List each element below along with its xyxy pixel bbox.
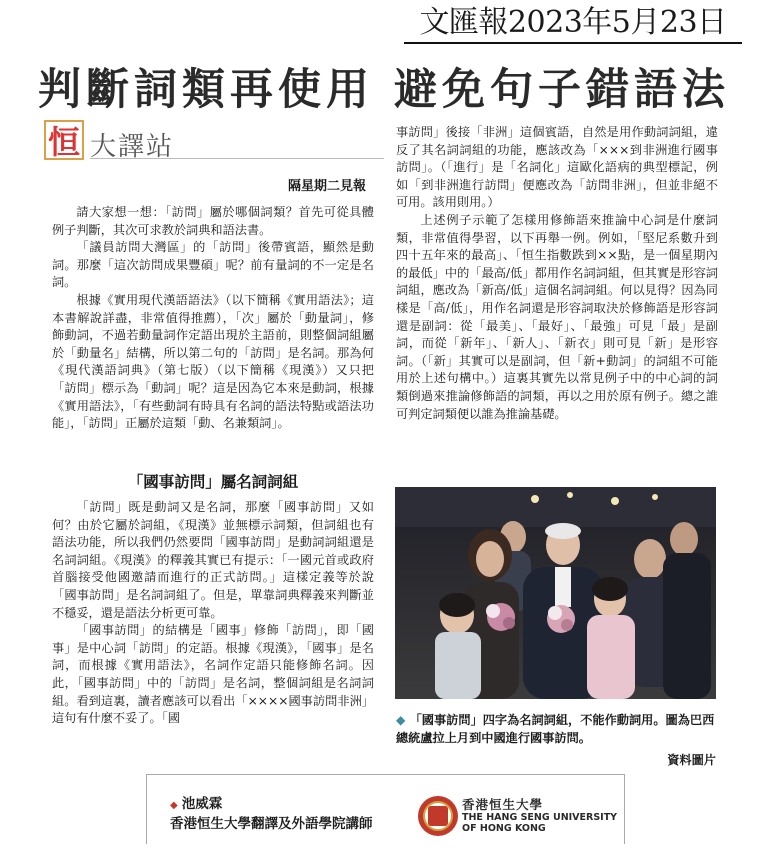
university-name-en-1: THE HANG SENG UNIVERSITY: [462, 812, 618, 823]
university-name-en-2: OF HONG KONG: [462, 823, 546, 834]
column-name: 大譯站: [90, 132, 175, 162]
author-block: [170, 795, 373, 833]
author-title: 香港恒生大學翻譯及外語學院講師: [170, 816, 373, 832]
photo-caption: [396, 711, 718, 747]
article-headline: 判斷詞類再使用 避免句子錯語法: [38, 65, 730, 115]
author-bullet-icon: ◆: [170, 800, 178, 811]
paragraph: 上述例子示範了怎樣用修飾語來推論中心詞是什麼詞類，非常值得學習，以下再舉一例。例如，「堅尼系數升到四十五年來的最高」、「恒生指數跌到××點，是一個星期內的最低」中的「最高/低」都用作名詞詞組，但其實是形容詞詞組，應改為「新高/低」這個名詞詞組。何以見得？因為同樣是「高/低」，用作名詞還是形容詞取決於修飾語是形容詞還是副詞：從「最美」、「最好」、「最強」可見「最」是副詞，而從「新年」、「新人」、「新衣」則可見「新」是形容詞。（「新」其實可以是副詞，但「新+動詞」的詞組不可能用於上述句構中。）這裏其實先以常見例子中的中心詞的詞類倒過來推論修飾語的詞類，再以之用於原有例子。總之誰可判定詞類便以誰為推論基礎。: [396, 212, 718, 421]
footer-divider: [146, 774, 624, 775]
paragraph: 「訪問」既是動詞又是名詞，那麼「國事訪問」又如何？由於它屬於詞組，《現漢》並無標示詞類，但詞組也有語法功能，所以我們仍然要問「國事訪問」是動詞詞組還是名詞詞組。《現漢》的釋義其實已有提示：「一國元首或政府首腦接受他國邀請而進行的正式訪問。」這樣定義等於說「國事訪問」是名詞詞組了。但是，單靠詞典釋義來判斷並不穩妥，還是語法分析更可靠。: [52, 500, 374, 620]
right-column: [396, 124, 718, 423]
caption-text: 「國事訪問」四字為名詞詞組，不能作動詞用。圖為巴西總統盧拉上月到中國進行國事訪問。: [396, 713, 715, 745]
column-logo-char: 恒: [44, 120, 84, 160]
university-logo-icon: [418, 796, 458, 836]
caption-bullet-icon: ◆: [396, 713, 406, 727]
university-name-cn: 香港恒生大學: [462, 797, 544, 812]
footer-divider-right: [624, 774, 625, 844]
column-schedule: 隔星期二見報: [288, 179, 367, 194]
footer-divider-left: [146, 774, 147, 844]
left-column-top: [52, 204, 374, 433]
news-photo: [395, 487, 716, 699]
column-brand: [44, 120, 384, 160]
subheading: 「國事訪問」屬名詞詞組: [127, 473, 299, 491]
paragraph: 「議員訪問大灣區」的「訪問」後帶賓語，顯然是動詞。那麼「這次訪問成果豐碩」呢？前有量詞的不一定是名詞。: [52, 240, 374, 290]
photo-credit: 資料圖片: [667, 753, 716, 767]
paragraph: 事訪問」後接「非洲」這個賓語，自然是用作動詞詞組，違反了其名詞詞組的功能，應該改為「×××到非洲進行國事訪問」。（「進行」是「名詞化」這歐化語病的典型標記，例如「到非洲進行訪問」便應改為「訪問非洲」，但並非絕不可用。該用則用。）: [396, 125, 718, 210]
masthead-date: 文匯報2023年5月23日: [404, 4, 742, 44]
paragraph: 「國事訪問」的結構是「國事」修飾「訪問」，即「國事」是中心詞「訪問」的定語。根據《現漢》，「國事」是名詞，而根據《實用語法》，名詞作定語只能修飾名詞。因此，「國事訪問」中的「訪問」是名詞，整個詞組是名詞詞組。看到這裏，讀者應該可以看出「××××國事訪問非洲」這句有什麼不妥了。「國: [52, 623, 374, 726]
paragraph: 請大家想一想：「訪問」屬於哪個詞類？首先可從具體例子判斷，其次可求教於詞典和語法書。: [52, 205, 374, 237]
university-name: [462, 797, 617, 834]
column-rule: [90, 158, 384, 159]
author-name: 池威霖: [181, 796, 223, 812]
paragraph: 根據《實用現代漢語語法》（以下簡稱《實用語法》；這本書解說詳盡，非常值得推薦），「次」屬於「動量詞」，修飾動詞，不過若動量詞作定語出現於主語前，則整個詞組屬於「動量名」結構，所以第二句的「訪問」是名詞。那為何《現代漢語詞典》（第七版）（以下簡稱《現漢》）又只把「訪問」標示為「動詞」呢？這是因為它本來是動詞，根據《實用語法》，「有些動詞有時具有名詞的語法特點或語法功能」，「訪問」正屬於這類「動、名兼類詞」。: [52, 292, 374, 431]
photo-people-icon: [395, 487, 716, 699]
left-column-bottom: [52, 499, 374, 728]
